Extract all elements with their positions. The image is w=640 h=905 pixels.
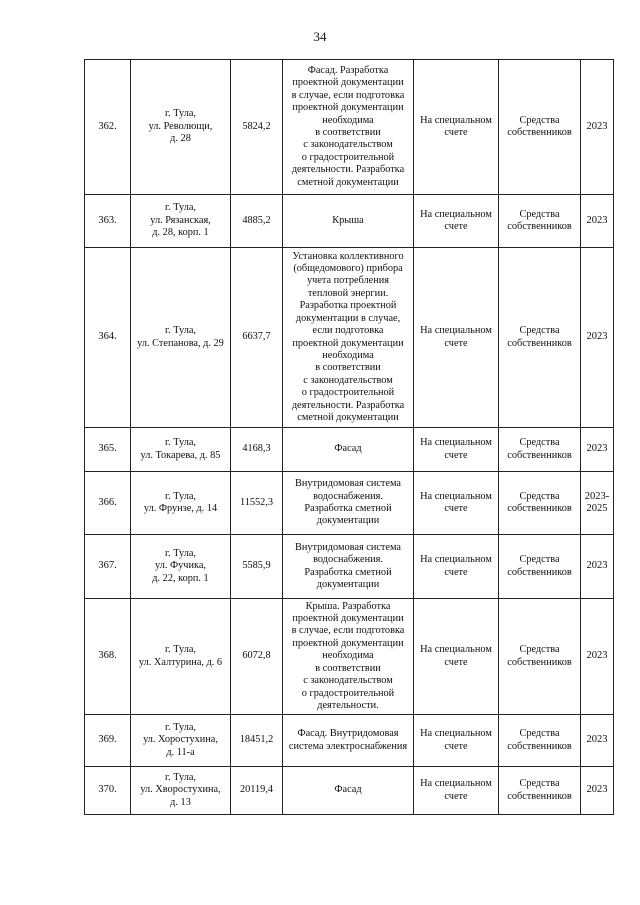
account-cell: На специальном счете <box>414 428 499 472</box>
funding-source-cell: Средства собственников <box>499 535 581 599</box>
registry-table <box>84 59 614 815</box>
address-cell: г. Тула, ул. Фучика, д. 22, корп. 1 <box>131 535 231 599</box>
row-number: 362. <box>85 60 131 195</box>
address-cell: г. Тула, ул. Халтурина, д. 6 <box>131 599 231 715</box>
address-cell: г. Тула, ул. Фрунзе, д. 14 <box>131 472 231 535</box>
table-row <box>85 195 614 248</box>
area-cell: 18451,2 <box>231 715 283 767</box>
year-cell: 2023 <box>581 715 614 767</box>
area-cell: 6072,8 <box>231 599 283 715</box>
funding-source-cell: Средства собственников <box>499 472 581 535</box>
address-cell: г. Тула, ул. Хворостухина, д. 13 <box>131 767 231 815</box>
funding-source-cell: Средства собственников <box>499 767 581 815</box>
row-number: 367. <box>85 535 131 599</box>
area-cell: 5585,9 <box>231 535 283 599</box>
works-cell: Внутридомовая система водоснабжения. Разработка сметной документации <box>283 472 414 535</box>
year-cell: 2023 <box>581 195 614 248</box>
area-cell: 4885,2 <box>231 195 283 248</box>
row-number: 364. <box>85 248 131 428</box>
works-cell: Фасад. Разработка проектной документации в случае, если подготовка проектной документации необходима в соответствии с законодательством о градостроительной деятельности. Разработка сметной документации <box>283 60 414 195</box>
row-number: 363. <box>85 195 131 248</box>
year-cell: 2023 <box>581 599 614 715</box>
works-cell: Фасад. Внутридомовая система электроснабжения <box>283 715 414 767</box>
table-row <box>85 428 614 472</box>
table-row <box>85 535 614 599</box>
year-cell: 2023- 2025 <box>581 472 614 535</box>
works-cell: Установка коллективного (общедомового) прибора учета потребления тепловой энергии. Разработка проектной документации в случае, если подготовка проектной документации необходима в соответствии с законодательством о градостроительной деятельности. Разработка сметной документации <box>283 248 414 428</box>
address-cell: г. Тула, ул. Степанова, д. 29 <box>131 248 231 428</box>
address-cell: г. Тула, ул. Револющи, д. 28 <box>131 60 231 195</box>
account-cell: На специальном счете <box>414 248 499 428</box>
address-cell: г. Тула, ул. Рязанская, д. 28, корп. 1 <box>131 195 231 248</box>
account-cell: На специальном счете <box>414 599 499 715</box>
account-cell: На специальном счете <box>414 535 499 599</box>
account-cell: На специальном счете <box>414 60 499 195</box>
funding-source-cell: Средства собственников <box>499 599 581 715</box>
address-cell: г. Тула, ул. Токарева, д. 85 <box>131 428 231 472</box>
account-cell: На специальном счете <box>414 472 499 535</box>
row-number: 366. <box>85 472 131 535</box>
table-row <box>85 767 614 815</box>
row-number: 370. <box>85 767 131 815</box>
account-cell: На специальном счете <box>414 767 499 815</box>
area-cell: 4168,3 <box>231 428 283 472</box>
works-cell: Крыша <box>283 195 414 248</box>
row-number: 369. <box>85 715 131 767</box>
page-number: 34 <box>313 29 327 44</box>
year-cell: 2023 <box>581 60 614 195</box>
row-number: 368. <box>85 599 131 715</box>
funding-source-cell: Средства собственников <box>499 195 581 248</box>
works-cell: Крыша. Разработка проектной документации в случае, если подготовка проектной документации необходима в соответствии с законодательством о градостроительной деятельности. <box>283 599 414 715</box>
works-cell: Фасад <box>283 428 414 472</box>
area-cell: 20119,4 <box>231 767 283 815</box>
table-row <box>85 248 614 428</box>
table-row <box>85 60 614 195</box>
row-number: 365. <box>85 428 131 472</box>
account-cell: На специальном счете <box>414 715 499 767</box>
year-cell: 2023 <box>581 767 614 815</box>
account-cell: На специальном счете <box>414 195 499 248</box>
area-cell: 6637,7 <box>231 248 283 428</box>
funding-source-cell: Средства собственников <box>499 60 581 195</box>
works-cell: Внутридомовая система водоснабжения. Разработка сметной документации <box>283 535 414 599</box>
year-cell: 2023 <box>581 535 614 599</box>
works-cell: Фасад <box>283 767 414 815</box>
area-cell: 11552,3 <box>231 472 283 535</box>
year-cell: 2023 <box>581 248 614 428</box>
table-row <box>85 472 614 535</box>
year-cell: 2023 <box>581 428 614 472</box>
address-cell: г. Тула, ул. Хоростухина, д. 11-а <box>131 715 231 767</box>
funding-source-cell: Средства собственников <box>499 715 581 767</box>
funding-source-cell: Средства собственников <box>499 428 581 472</box>
funding-source-cell: Средства собственников <box>499 248 581 428</box>
table-row <box>85 599 614 715</box>
table-row <box>85 715 614 767</box>
area-cell: 5824,2 <box>231 60 283 195</box>
